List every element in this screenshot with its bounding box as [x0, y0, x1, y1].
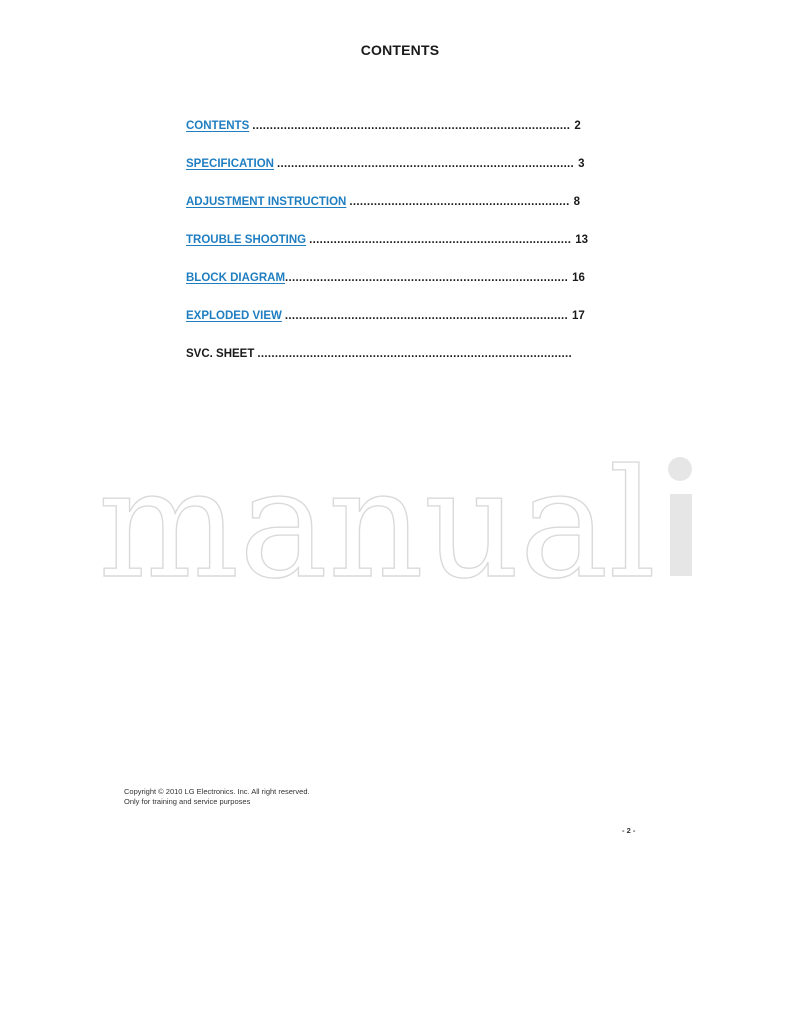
toc-page-number: 2	[574, 120, 581, 132]
copyright-notice	[124, 787, 310, 807]
toc-leader-dots: .................................................................................	[285, 272, 569, 284]
toc-leader-dots: .................................................................................	[284, 310, 568, 322]
copyright-line: Copyright © 2010 LG Electronics. Inc. All right reserved.	[124, 787, 310, 796]
watermark-logo-icon	[96, 438, 706, 612]
toc-page-number: 8	[573, 196, 580, 208]
toc-page-number: 16	[572, 272, 585, 284]
toc-page-number: 17	[571, 310, 585, 322]
toc-page-number: 13	[575, 234, 589, 246]
toc-link-block-diagram[interactable]: BLOCK DIAGRAM	[186, 272, 286, 284]
toc-entry-trouble-shooting	[186, 234, 589, 272]
toc-entry-exploded-view	[186, 310, 586, 348]
svg-text:manual: manual	[98, 438, 656, 612]
toc-link-exploded-view[interactable]: EXPLODED VIEW	[186, 310, 282, 322]
toc-leader-dots: ..........................................................................................	[257, 348, 572, 360]
toc-entry-adjustment-instruction	[186, 196, 586, 234]
toc-entry-block-diagram	[186, 272, 586, 310]
usage-restriction-line: Only for training and service purposes	[124, 797, 251, 806]
toc-page-number: 3	[578, 158, 585, 170]
toc-leader-dots: ...........................................................................	[309, 234, 572, 246]
toc-entry-contents	[186, 120, 586, 158]
toc-link-specification[interactable]: SPECIFICATION	[186, 158, 274, 170]
toc-entry-svc-sheet	[186, 348, 586, 386]
toc-leader-dots: ...............................................................	[349, 196, 570, 208]
toc-entry-specification	[186, 158, 586, 196]
table-of-contents	[186, 120, 589, 386]
page-number: - 2 -	[622, 826, 636, 835]
toc-leader-dots: ...........................................................................................	[252, 120, 571, 132]
toc-link-trouble-shooting[interactable]: TROUBLE SHOOTING	[186, 234, 307, 246]
page-title: CONTENTS	[360, 42, 440, 58]
toc-link-adjustment-instruction[interactable]: ADJUSTMENT INSTRUCTION	[186, 196, 347, 208]
toc-leader-dots: .....................................................................................	[276, 158, 575, 170]
toc-link-contents[interactable]: CONTENTS	[186, 120, 250, 132]
toc-label-svc-sheet: SVC. SHEET	[186, 348, 255, 360]
